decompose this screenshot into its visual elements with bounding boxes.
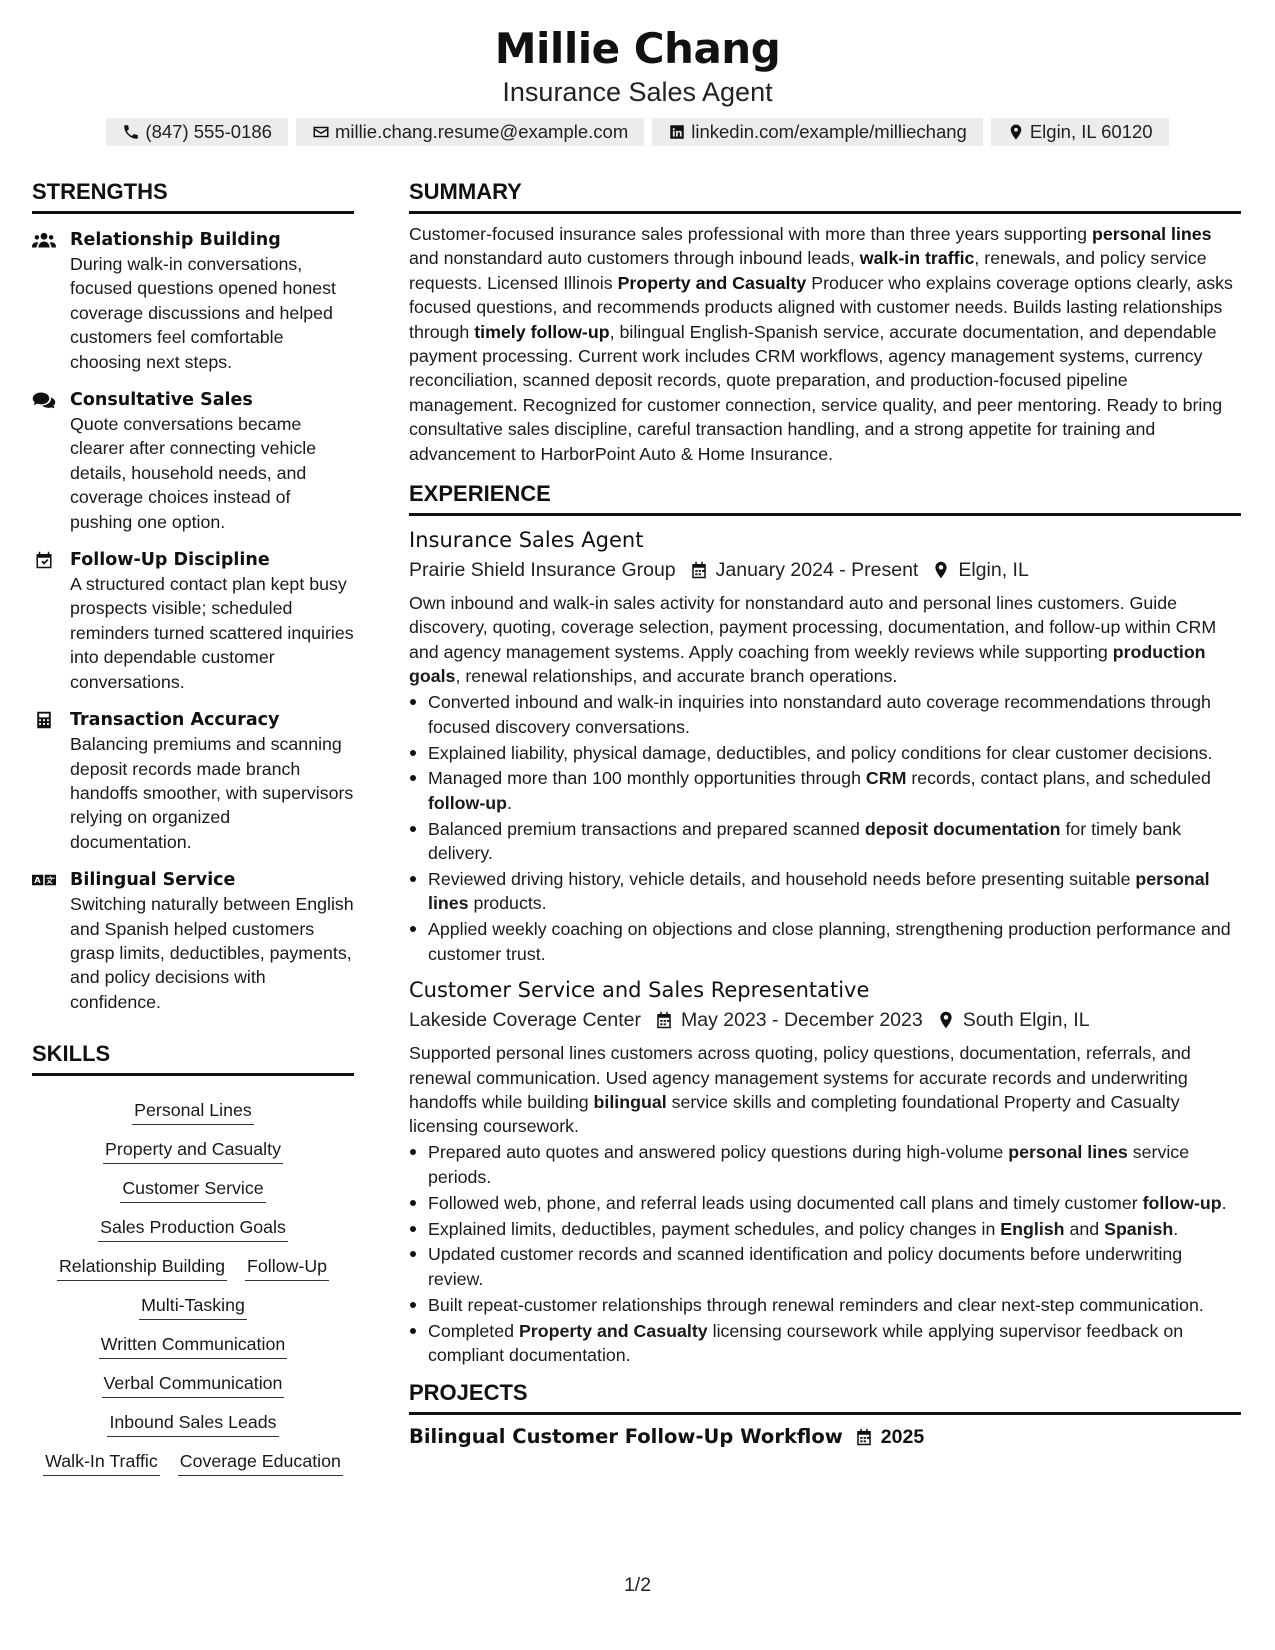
strength-item [32,388,354,534]
skill-row [139,1291,247,1320]
strength-title: Consultative Sales [70,390,253,411]
skill-tag: Multi-Tasking [139,1291,247,1320]
strength-title: Bilingual Service [70,870,236,891]
skill-row [98,1213,288,1242]
job-description [409,591,1241,689]
linkedin-icon [668,123,686,141]
text-run: licensing coursework while applying supervisor feedback on compliant documentation. [428,1320,1184,1366]
contact-phone-text: (847) 555-0186 [145,121,272,142]
contact-linkedin-text: linkedin.com/example/milliechang [691,121,967,142]
skill-row [43,1447,343,1476]
emphasis-text: Property and Casualty [518,1320,708,1341]
project-name: Bilingual Customer Follow-Up Workflow [409,1425,843,1449]
job-location: South Elgin, IL [962,1009,1090,1032]
strength-description: Quote conversations became clearer after connecting vehicle details, household needs, and coverage choices instead of pushing one option. [70,414,317,532]
text-run: products. [468,893,547,914]
job-company: Prairie Shield Insurance Group [409,559,676,582]
skill-tag: Coverage Education [178,1447,343,1476]
page-number: 1/2 [623,1574,652,1596]
text-run: Built repeat-customer relationships through renewal reminders and clear next-step communication. [428,1294,1204,1315]
job-entry [409,526,1241,966]
text-run: Balanced premium transactions and prepared scanned [428,818,865,839]
job-company: Lakeside Coverage Center [409,1009,641,1032]
strength-title: Transaction Accuracy [70,710,280,731]
map-pin-icon [937,1010,955,1030]
skill-tag: Verbal Communication [102,1369,285,1398]
strength-item [32,548,354,694]
emphasis-text: personal lines [1091,224,1212,244]
map-pin-icon [932,560,950,580]
text-run: , renewals, and policy service requests. Licensed Illinois [409,248,1207,293]
envelope-icon [312,123,330,141]
bullet-item [409,1293,1241,1317]
skill-row [132,1096,254,1125]
text-run: Reviewed driving history, vehicle details, and household needs before presenting suitable [428,869,1136,890]
summary-heading: SUMMARY [409,178,1241,214]
candidate-title: Insurance Sales Agent [502,77,773,107]
skill-row [57,1252,329,1281]
emphasis-text: walk-in traffic [859,248,975,269]
emphasis-text: deposit documentation [864,818,1061,839]
project-year: 2025 [880,1425,925,1448]
strength-description: During walk-in conversations, focused questions opened honest coverage discussions and helped customers feel comfortable choosing next steps. [70,254,336,372]
calendar-icon [855,1427,873,1447]
text-run: , renewal relationships, and accurate branch operations. [455,666,898,687]
text-run: Applied weekly coaching on objections and close planning, strengthening production performance and customer trust. [428,919,1231,964]
language-icon [32,871,56,889]
emphasis-text: personal lines [428,869,1210,914]
skill-tag: Walk-In Traffic [43,1447,160,1476]
text-run: Prepared auto quotes and answered policy questions during high-volume [428,1142,1009,1163]
skill-row [102,1369,285,1398]
skill-tag: Personal Lines [132,1096,254,1125]
strength-description: Balancing premiums and scanning deposit records made branch handoffs smoother, with supervisors relying on organized documentation. [70,734,354,852]
project-entry [409,1423,1241,1451]
bullet-item [409,741,1241,765]
strengths-heading: STRENGTHS [32,178,354,214]
emphasis-text: production goals [409,641,1206,687]
strength-item [32,868,354,1014]
contact-location-text: Elgin, IL 60120 [1029,121,1153,142]
skill-tag: Follow-Up [245,1252,329,1281]
strength-description: Switching naturally between English and Spanish helped customers grasp limits, deductibles, payments, and policy decisions with confidence. [70,894,354,1012]
bullet-item [409,690,1241,739]
text-run: Own inbound and walk-in sales activity for nonstandard auto and personal lines customers. Guide discovery, quoting, coverage selection, payment processing, documentation, and follow-up within CRM and agency management systems. Apply coaching from weekly reviews while supporting [409,593,1217,662]
text-run: service skills and completing foundational Property and Casualty licensing coursework. [409,1091,1180,1137]
strength-title: Relationship Building [70,230,281,250]
contact-email[interactable] [296,118,644,146]
strength-title: Follow-Up Discipline [70,550,270,571]
resume-header [0,22,1275,146]
calendar-icon [690,560,708,580]
text-run: . [1173,1218,1179,1239]
job-title: Customer Service and Sales Representative [409,978,870,1003]
job-bullets [409,690,1241,966]
job-dates: January 2024 - Present [715,559,919,582]
right-column [409,178,1241,1451]
text-run: Supported personal lines customers across quoting, policy questions, documentation, referrals, and renewal communication. Used agency management systems for accurate records and underwriting handoffs while building [409,1043,1191,1112]
emphasis-text: CRM [865,768,907,789]
emphasis-text: Spanish [1104,1218,1174,1239]
bullet-item [409,817,1241,866]
bullet-item [409,917,1241,966]
skill-tag: Relationship Building [57,1252,227,1281]
contact-phone[interactable] [106,118,288,146]
text-run: , bilingual English-Spanish service, accurate documentation, and dependable payment processing. Current work includes CRM workflows, agency management systems, currency reconciliation, scanned deposit records, quote preparation, and production-focused pipeline management. Recognized for customer connection, service quality, and peer mentoring. Ready to bring consultative sales discipline, careful transaction handling, and a strong appetite for training and advancement to HarborPoint Auto & Home Insurance. [409,321,1223,464]
bullet-item [409,1191,1241,1215]
projects-heading: PROJECTS [409,1379,1241,1415]
job-bullets [409,1140,1241,1367]
text-run: Completed [428,1320,519,1341]
strength-item [32,228,354,374]
job-meta [409,556,1241,584]
skill-tag: Property and Casualty [103,1135,283,1164]
text-run: . [507,792,512,813]
text-run: Managed more than 100 monthly opportunities through [428,768,866,789]
calculator-icon [32,711,56,729]
candidate-name: Millie Chang [494,24,781,73]
emphasis-text: English [1000,1218,1065,1239]
bullet-item [409,867,1241,916]
emphasis-text: follow-up [1142,1192,1222,1213]
bullet-item [409,1140,1241,1189]
text-run: Customer-focused insurance sales professional with more than three years supporting [409,224,1092,244]
bullet-item [409,1319,1241,1368]
text-run: Updated customer records and scanned identification and policy documents before underwriting review. [428,1244,1183,1289]
calendar-check-icon [32,551,56,569]
experience-heading: EXPERIENCE [409,480,1241,516]
text-run: for timely bank delivery. [428,818,1182,864]
text-run: Explained liability, physical damage, deductibles, and policy conditions for clear customer decisions. [428,742,1213,763]
skill-tag: Inbound Sales Leads [107,1408,278,1437]
emphasis-text: follow-up [428,792,507,813]
summary-text [409,222,1241,466]
bullet-item [409,766,1241,815]
skill-tag: Written Communication [99,1330,287,1359]
skill-row [103,1135,283,1164]
contact-email-text: millie.chang.resume@example.com [334,121,629,142]
calendar-icon [655,1010,673,1030]
job-title: Insurance Sales Agent [409,528,644,553]
skill-row [120,1174,265,1203]
skills-heading: SKILLS [32,1040,354,1076]
strength-description: A structured contact plan kept busy prospects visible; scheduled reminders turned scattered inquiries into dependable customer conversations. [70,574,354,692]
text-run: Followed web, phone, and referral leads using documented call plans and timely customer [428,1192,1143,1213]
skill-row [107,1408,278,1437]
job-meta [409,1006,1241,1034]
job-dates: May 2023 - December 2023 [680,1009,923,1032]
emphasis-text: timely follow-up [474,321,610,342]
phone-icon [122,123,140,141]
text-run: Producer who explains coverage options clearly, asks focused questions, and recommends products aligned with customer needs. Builds lasting relationships through [409,272,1233,342]
chat-bubbles-icon [32,391,56,409]
text-run: Explained limits, deductibles, payment schedules, and policy changes in [428,1218,1001,1239]
users-icon [32,231,56,249]
skills-list [32,1086,354,1476]
emphasis-text: Property and Casualty [617,272,807,293]
job-entry [409,976,1241,1367]
map-pin-icon [1007,123,1025,141]
contact-bar [0,118,1275,146]
text-run: . [1221,1192,1227,1213]
text-run: and [1064,1218,1105,1239]
contact-linkedin[interactable] [652,118,983,146]
emphasis-text: bilingual [593,1091,667,1112]
skill-tag: Customer Service [120,1174,265,1203]
bullet-item [409,1217,1241,1241]
skill-row [99,1330,287,1359]
text-run: service periods. [428,1142,1190,1187]
strength-item [32,708,354,854]
contact-location [991,118,1169,146]
text-run: records, contact plans, and scheduled [906,768,1211,789]
job-description [409,1041,1241,1139]
skill-tag: Sales Production Goals [98,1213,288,1242]
emphasis-text: personal lines [1008,1142,1128,1163]
text-run: and nonstandard auto customers through inbound leads, [409,248,860,269]
job-location: Elgin, IL [958,559,1029,582]
text-run: Converted inbound and walk-in inquiries into nonstandard auto coverage recommendations through focused discovery conversations. [428,692,1211,737]
left-column [32,178,354,1476]
bullet-item [409,1242,1241,1291]
